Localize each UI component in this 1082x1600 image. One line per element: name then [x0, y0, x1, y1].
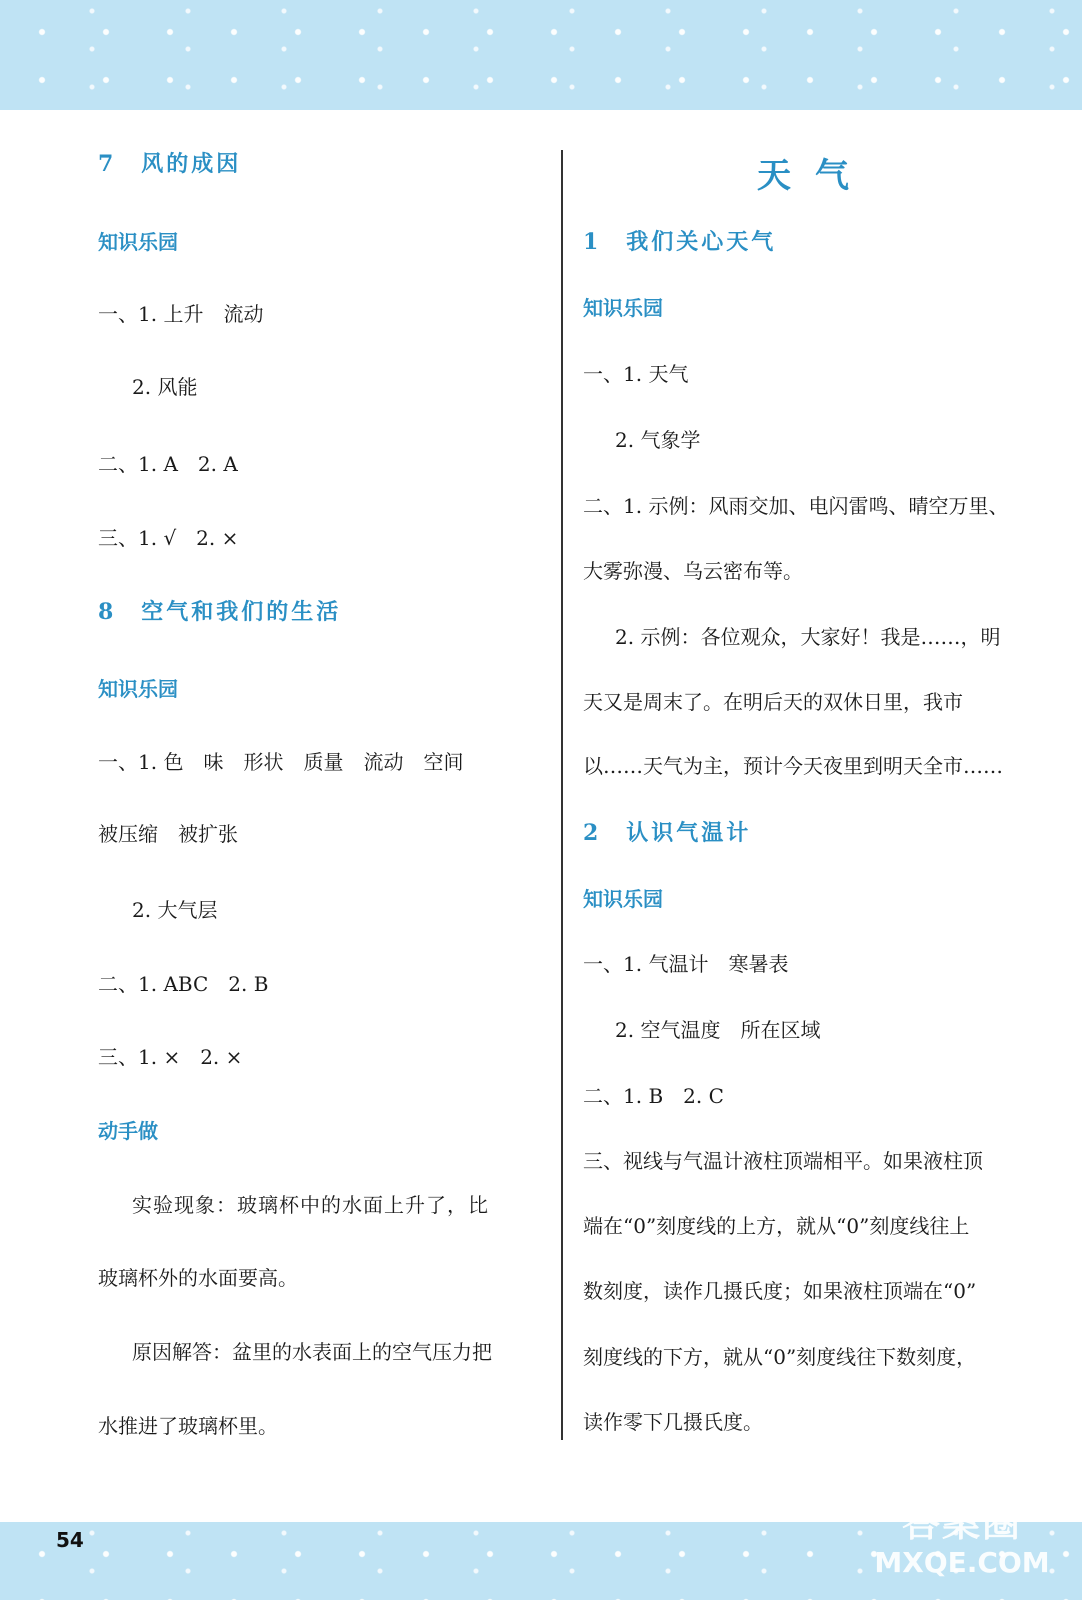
answer-line: 二、1. A 2. A [98, 452, 238, 476]
paragraph-line: 玻璃杯外的水面要高。 [98, 1266, 298, 1290]
answer-line: 二、1. ABC 2. B [98, 972, 269, 996]
section-2-title: 2 认识气温计 [583, 820, 752, 846]
answer-line: 三、1. √ 2. × [98, 526, 239, 550]
answer-line: 一、1. 色 味 形状 质量 流动 空间 [98, 750, 464, 774]
section-8-subheading: 知识乐园 [98, 677, 178, 701]
answer-line: 读作零下几摄氏度。 [583, 1410, 763, 1434]
answer-line: 被压缩 被扩张 [98, 822, 238, 846]
answer-line: 端在“0”刻度线的上方，就从“0”刻度线往上 [583, 1214, 970, 1238]
answer-line: 2. 大气层 [132, 898, 218, 922]
answer-line: 刻度线的下方，就从“0”刻度线往下数刻度， [583, 1345, 977, 1369]
answer-line: 2. 空气温度 所在区域 [615, 1018, 821, 1042]
paragraph-line: 水推进了玻璃杯里。 [98, 1414, 278, 1438]
answer-line: 天又是周末了。在明后天的双休日里，我市 [583, 690, 963, 714]
watermark-logo [862, 1500, 1062, 1596]
column-divider [561, 150, 563, 1440]
answer-line: 三、1. × 2. × [98, 1045, 243, 1069]
answer-line: 大雾弥漫、乌云密布等。 [583, 559, 803, 583]
answer-line: 2. 风能 [132, 375, 198, 399]
paragraph-line: 实验现象：玻璃杯中的水面上升了，比 [132, 1193, 489, 1217]
answer-line: 一、1. 上升 流动 [98, 302, 264, 326]
answer-line: 二、1. 示例：风雨交加、电闪雷鸣、晴空万里、 [583, 494, 1009, 518]
answer-line: 数刻度，读作几摄氏度；如果液柱顶端在“0” [583, 1279, 977, 1303]
top-decorative-band [0, 0, 1082, 110]
answer-line: 三、视线与气温计液柱顶端相平。如果液柱顶 [583, 1149, 983, 1173]
page-number: 54 [56, 1528, 84, 1552]
section-8-title: 8 空气和我们的生活 [98, 599, 342, 625]
answer-line: 二、1. B 2. C [583, 1084, 724, 1108]
unit-title: 天气 [757, 156, 873, 196]
section-7-subheading: 知识乐园 [98, 230, 178, 254]
answer-line: 以……天气为主，预计今天夜里到明天全市…… [583, 754, 1003, 778]
section-1-title: 1 我们关心天气 [583, 229, 777, 255]
hands-on-subheading: 动手做 [98, 1119, 158, 1143]
watermark-domain: MXQE.COM [874, 1546, 1050, 1579]
answer-line: 一、1. 天气 [583, 362, 689, 386]
watermark-text: 答案圈 [901, 1501, 1022, 1545]
answer-line: 2. 示例：各位观众，大家好！我是……，明 [615, 625, 1001, 649]
section-7-title: 7 风的成因 [98, 151, 242, 177]
answer-line: 一、1. 气温计 寒暑表 [583, 952, 789, 976]
paragraph-line: 原因解答：盆里的水表面上的空气压力把 [132, 1340, 492, 1364]
section-1-subheading: 知识乐园 [583, 296, 663, 320]
section-2-subheading: 知识乐园 [583, 887, 663, 911]
answer-line: 2. 气象学 [615, 428, 701, 452]
